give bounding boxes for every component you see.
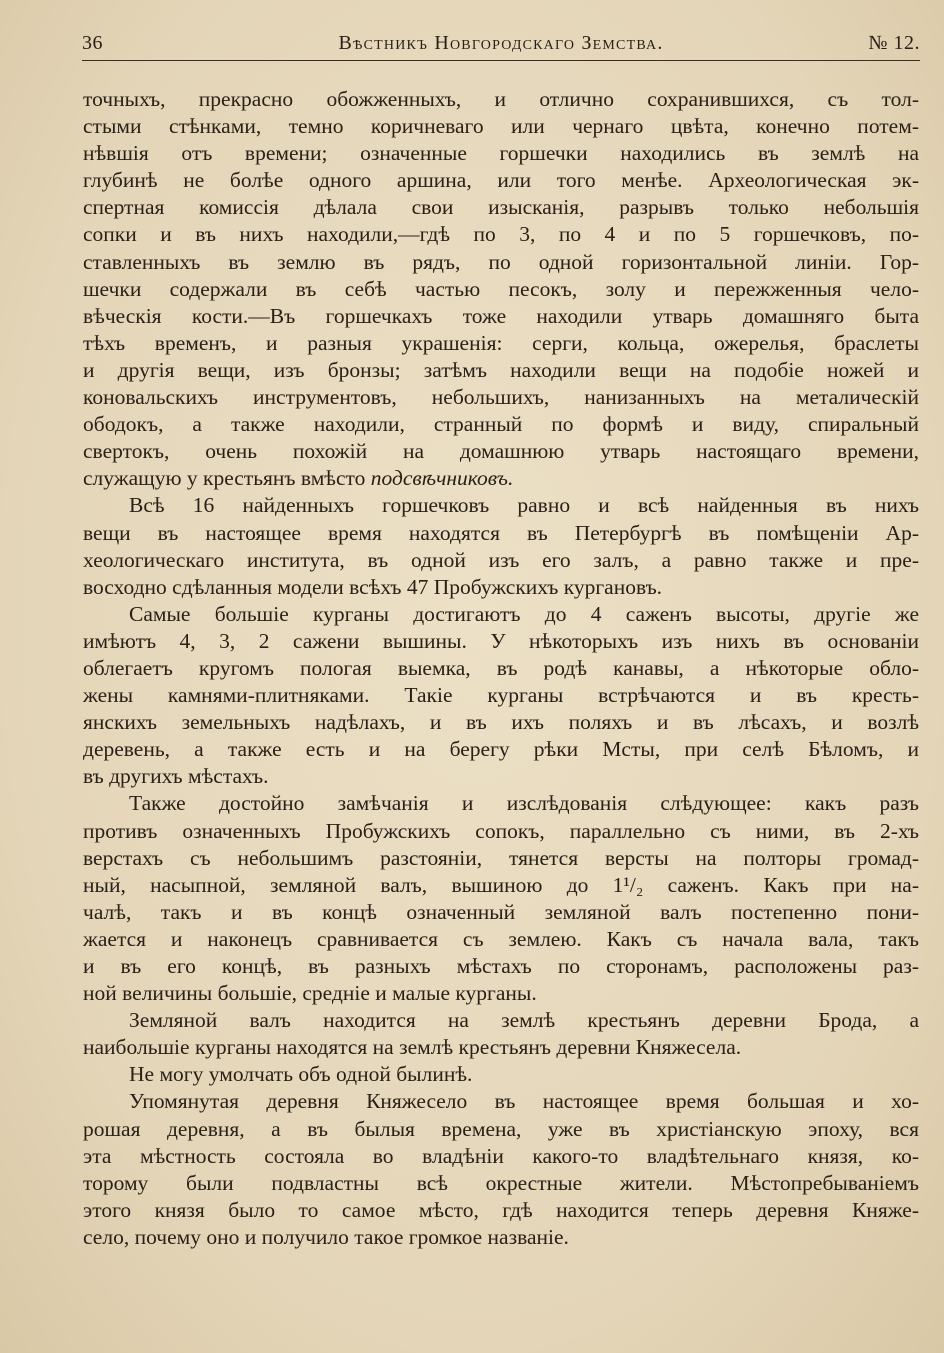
text-run: служащую у крестьянъ вмѣсто [83, 466, 371, 491]
text-line: коновальскихъ инструментовъ, небольшихъ, нанизанныхъ на металическій [83, 385, 919, 410]
paragraph-1 [83, 86, 919, 492]
paragraph-2 [83, 492, 919, 600]
text-line: тѣхъ временъ, и разныя украшенія: серги, кольца, ожерелья, браслеты [83, 330, 919, 355]
text-line: янскихъ земельныхъ надѣлахъ, и въ ихъ поляхъ и въ лѣсахъ, и возлѣ [83, 710, 919, 735]
text-line: чалѣ, такъ и въ концѣ означенный земляной валъ постепенно пони- [83, 899, 919, 924]
text-line: точныхъ, прекрасно обожженныхъ, и отлично сохранившихся, съ тол- [83, 87, 919, 111]
page-number: 36 [82, 32, 103, 54]
text-line: Упомянутая деревня Княжесело въ настоящее время большая и хо- [129, 1089, 919, 1114]
header-rule [82, 60, 920, 61]
text-line: этого князя было то самое мѣсто, гдѣ находится теперь деревня Княже- [83, 1197, 919, 1222]
text-line: хеологическаго института, въ одной изъ его залъ, а равно также и пре- [83, 547, 919, 572]
text-line: жается и наконецъ сравнивается съ землею. Какъ съ начала вала, такъ [83, 926, 919, 951]
paragraph-4 [83, 790, 919, 1007]
text-line: жены камнями-плитняками. Такіе курганы встрѣчаются и въ кресть- [83, 683, 919, 708]
text-line: ставленныхъ въ землю въ рядъ, по одной горизонтальной линіи. Гор- [83, 249, 919, 274]
text-line: наибольшіе курганы находятся на землѣ крестьянъ деревни Княжесела. [83, 1035, 742, 1060]
text-line: въ другихъ мѣстахъ. [83, 764, 269, 789]
italic-term: подсвѣчниковъ. [370, 466, 514, 491]
journal-title: Вѣстникъ Новгородскаго Земства. [338, 32, 664, 54]
paragraph-5 [83, 1007, 919, 1061]
text-line: и въ его концѣ, въ разныхъ мѣстахъ по сторонамъ, расположены раз- [83, 954, 919, 978]
paragraph-7 [83, 1088, 919, 1251]
paragraph-6 [83, 1061, 919, 1088]
text-line: сопки и въ нихъ находили,—гдѣ по 3, по 4 и по 5 горшечковъ, по- [83, 222, 919, 247]
text-line: ный, насыпной, земляной валъ, вышиною до 1¹/₂ саженъ. Какъ при на- [83, 872, 919, 897]
text-line: Также достойно замѣчанія и изслѣдованія слѣдующее: какъ разъ [129, 791, 919, 816]
text-line: рошая деревня, а въ былыя времена, уже въ христіанскую эпоху, вся [83, 1116, 919, 1141]
text-line: спертная комиссія дѣлала свои изысканія, разрывъ только небольшія [83, 195, 919, 220]
text-line: противъ означенныхъ Пробужскихъ сопокъ, параллельно съ ними, въ 2-хъ [83, 818, 919, 843]
text-line: торому были подвластны всѣ окрестные жители. Мѣстопребываніемъ [83, 1170, 919, 1195]
text-line: и другія вещи, изъ бронзы; затѣмъ находили вещи на подобіе ножей и [83, 357, 919, 382]
text-line: стыми стѣнками, темно коричневаго или чернаго цвѣта, конечно потем- [83, 114, 919, 139]
text-line: нѣвшія отъ времени; означенные горшечки находились въ землѣ на [83, 141, 919, 166]
page-header [82, 26, 920, 60]
text-line: имѣютъ 4, 3, 2 сажени вышины. У нѣкоторыхъ изъ нихъ въ основаніи [83, 628, 919, 653]
paragraph-3 [83, 601, 919, 791]
text-line: свертокъ, очень похожій на домашнюю утварь настоящаго времени, [83, 439, 919, 464]
text-line: село, почему оно и получило такое громкое названіе. [83, 1224, 569, 1249]
text-line: ной величины большіе, средніе и малые курганы. [83, 981, 537, 1006]
text-line [83, 465, 919, 492]
text-line: ободокъ, а также находили, странный по формѣ и виду, спиральный [83, 412, 919, 437]
text-line: Самые большіе курганы достигаютъ до 4 саженъ высоты, другіе же [129, 601, 919, 626]
text-line: облегаетъ кругомъ пологая выемка, въ родѣ канавы, а нѣкоторые обло- [83, 655, 919, 680]
text-line: восходно сдѣланныя модели всѣхъ 47 Пробужскихъ кургановъ. [83, 574, 663, 599]
text-line: верстахъ съ небольшимъ разстояніи, тянется версты на полторы громад- [83, 845, 919, 870]
text-line: глубинѣ не болѣе одного аршина, или того менѣе. Археологическая эк- [83, 168, 919, 193]
article-body [83, 86, 919, 1251]
text-line: шечки содержали въ себѣ частью песокъ, золу и пережженныя чело- [83, 276, 919, 301]
issue-number: № 12. [868, 32, 920, 54]
text-line: Всѣ 16 найденныхъ горшечковъ равно и всѣ найденныя въ нихъ [129, 493, 919, 518]
text-line: Не могу умолчать объ одной былинѣ. [129, 1062, 473, 1087]
text-line: эта мѣстность состояла во владѣніи какого-то владѣтельнаго князя, ко- [83, 1143, 919, 1168]
text-line: вѣческія кости.—Въ горшечкахъ тоже находили утварь домашняго быта [83, 303, 919, 328]
text-line: вещи въ настоящее время находятся въ Петербургѣ въ помѣщеніи Ар- [83, 520, 919, 545]
text-line: деревень, а также есть и на берегу рѣки Мсты, при селѣ Бѣломъ, и [83, 737, 919, 762]
text-line: Земляной валъ находится на землѣ крестьянъ деревни Брода, а [129, 1008, 919, 1033]
